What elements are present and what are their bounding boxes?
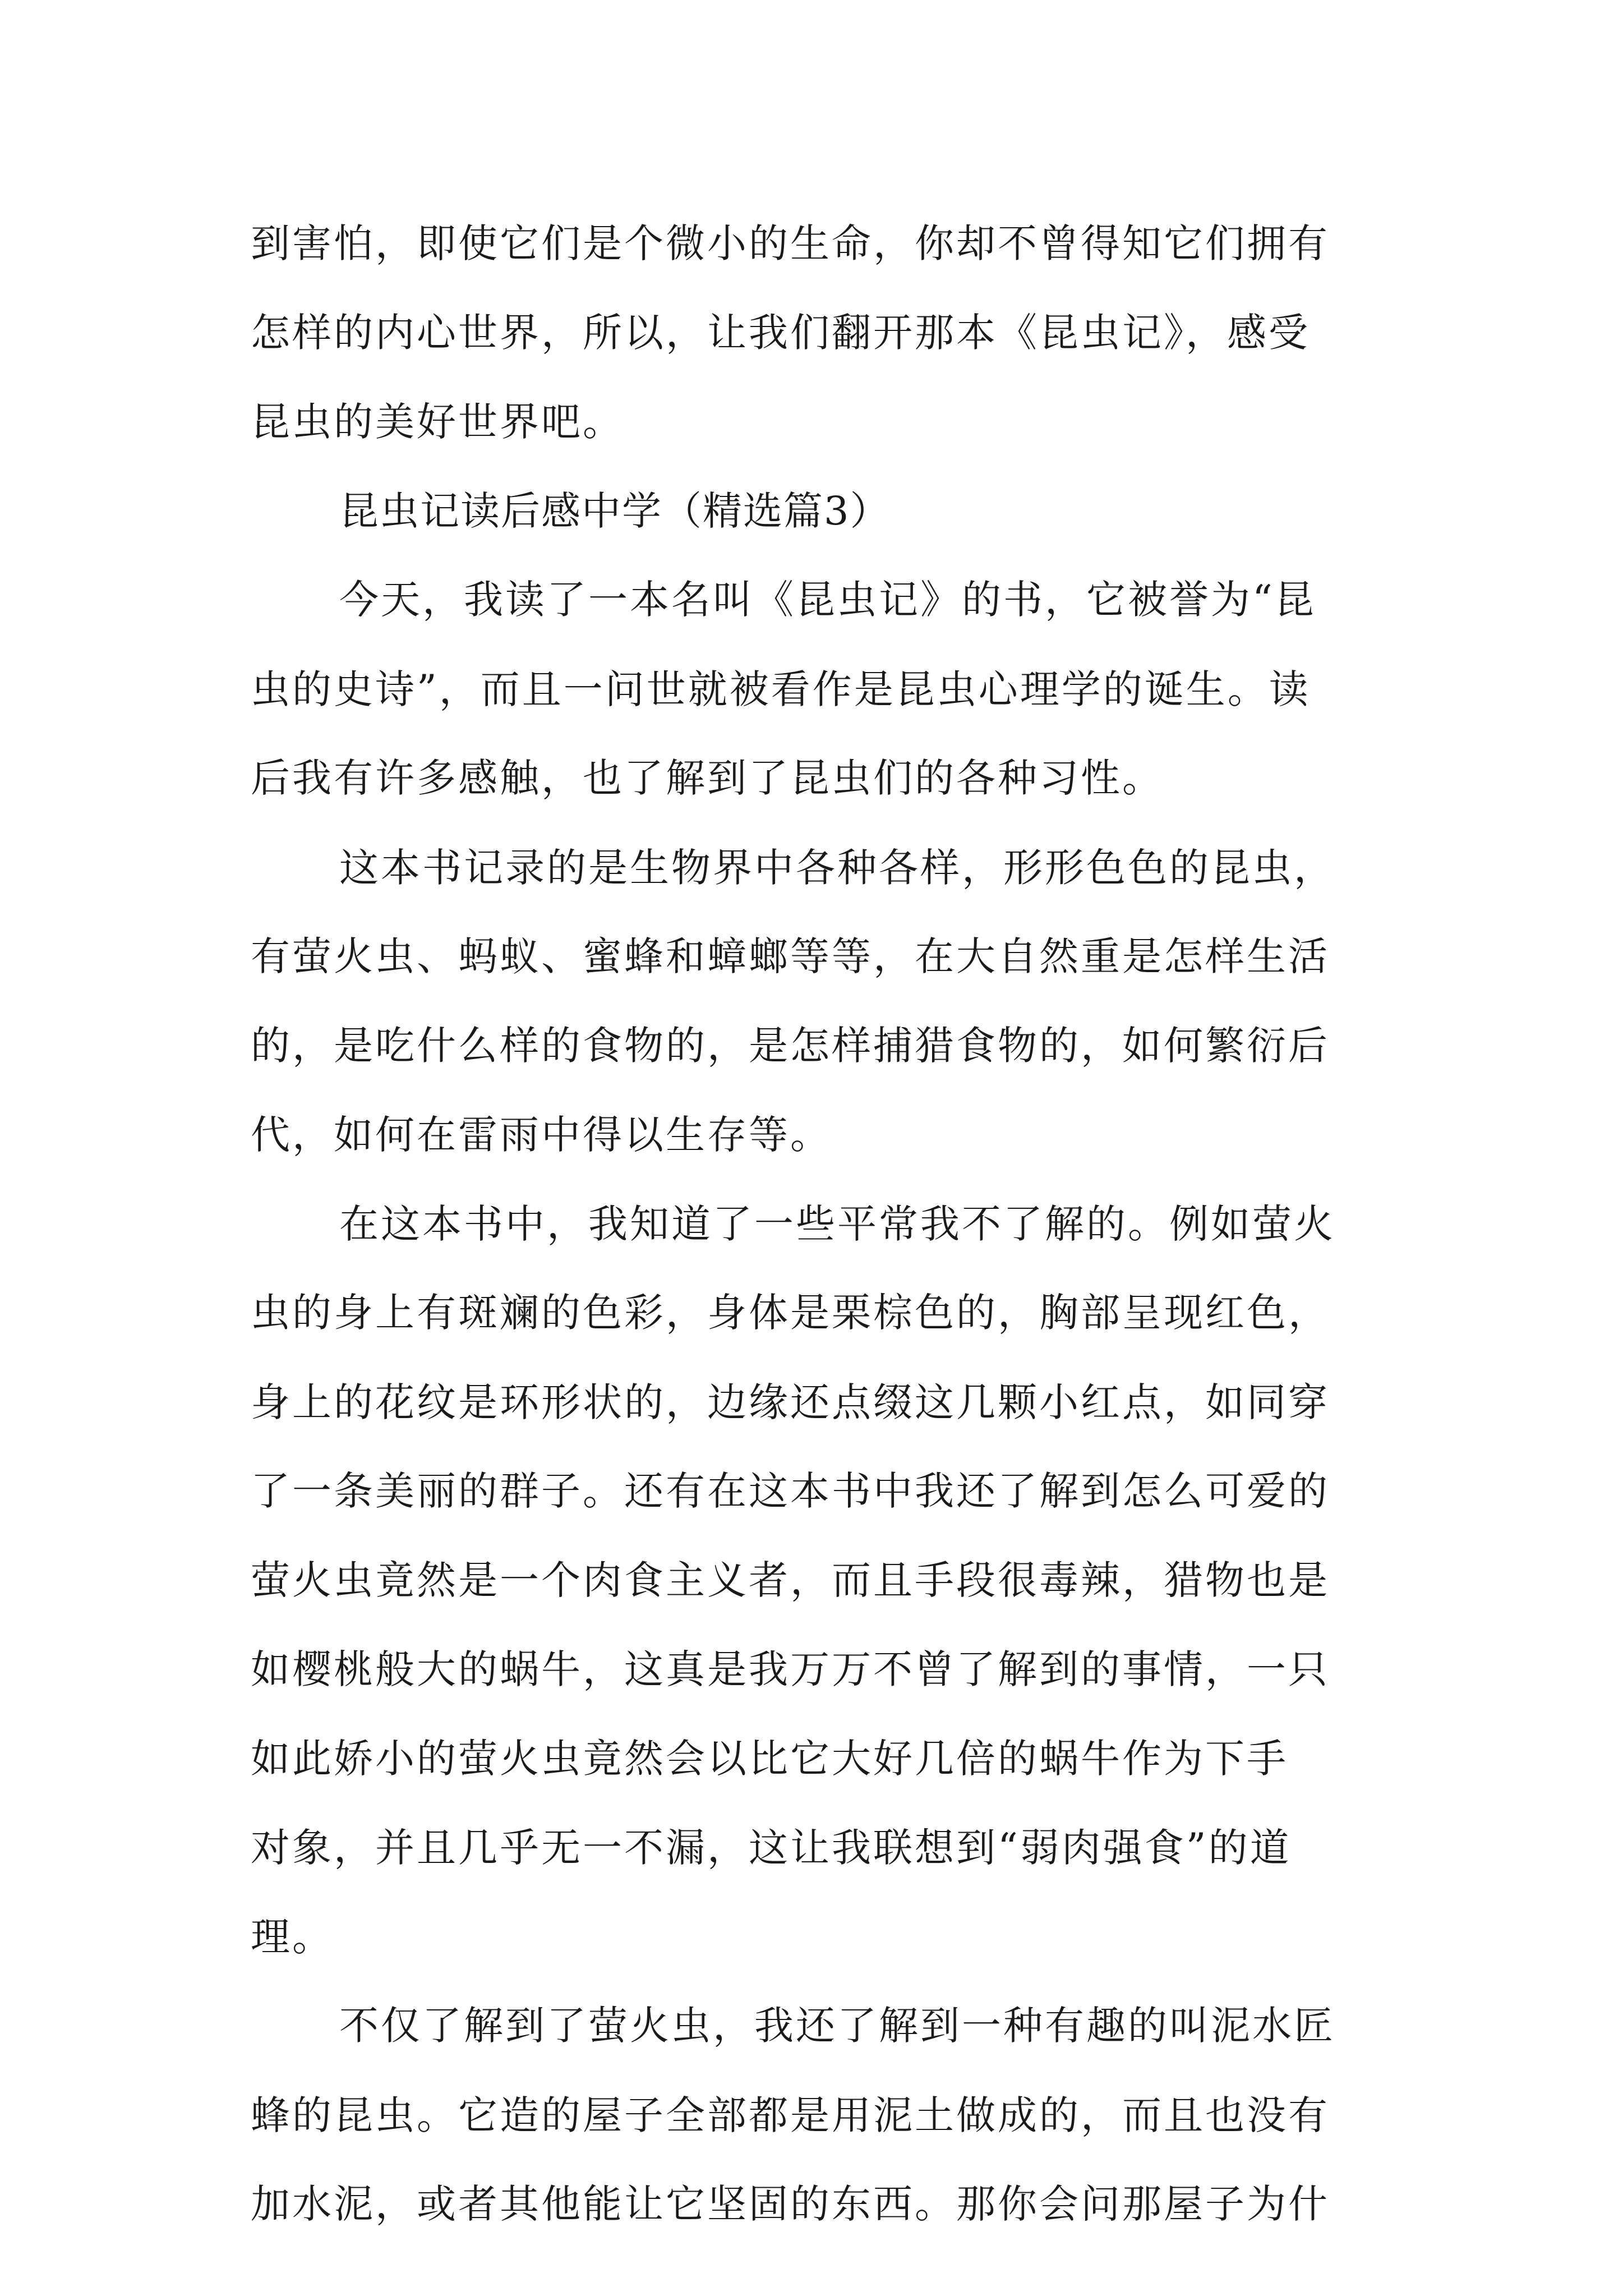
text-line: 对象，并且几乎无一不漏，这让我联想到“弱肉强食”的道 [251,1824,1292,1871]
text-line: 理。 [251,1913,334,1960]
text-line: 蜂的昆虫。它造的屋子全部都是用泥土做成的，而且也没有 [251,2092,1330,2138]
text-line: 如此娇小的萤火虫竟然会以比它大好几倍的蜗牛作为下手 [251,1736,1288,1782]
text-line: 身上的花纹是环形状的，边缘还点缀这几颗小红点，如同穿 [251,1379,1330,1425]
text-line: 加水泥，或者其他能让它坚固的东西。那你会问那屋子为什 [251,2181,1330,2227]
text-line: 虫的身上有斑斓的色彩，身体是栗棕色的，胸部呈现红色， [251,1290,1330,1336]
text-line: 有萤火虫、蚂蚁、蜜蜂和蟑螂等等，在大自然重是怎样生活 [251,933,1330,979]
text-line: 如樱桃般大的蜗牛，这真是我万万不曾了解到的事情，一只 [251,1646,1330,1692]
text-line: 在这本书中，我知道了一些平常我不了解的。例如萤火 [339,1200,1335,1247]
text-line: 昆虫的美好世界吧。 [251,398,624,445]
text-line: 这本书记录的是生物界中各种各样，形形色色的昆虫， [339,844,1335,891]
section-heading: 昆虫记读后感中学（精选篇3） [339,488,891,535]
text-line: 代，如何在雷雨中得以生存等。 [251,1111,832,1158]
text-line: 的，是吃什么样的食物的，是怎样捕猎食物的，如何繁衍后 [251,1023,1330,1069]
text-line: 今天，我读了一本名叫《昆虫记》的书，它被誉为“昆 [339,577,1316,623]
text-line: 怎样的内心世界，所以，让我们翻开那本《昆虫记》，感受 [251,310,1310,356]
text-line: 不仅了解到了萤火虫，我还了解到一种有趣的叫泥水匠 [339,2003,1335,2049]
text-line: 到害怕，即使它们是个微小的生命，你却不曾得知它们拥有 [251,220,1330,266]
text-line: 后我有许多感触，也了解到了昆虫们的各种习性。 [251,755,1164,802]
text-line: 萤火虫竟然是一个肉食主义者，而且手段很毒辣，猎物也是 [251,1557,1330,1604]
text-line: 虫的史诗”，而且一问世就被看作是昆虫心理学的诞生。读 [251,666,1311,712]
text-line: 了一条美丽的群子。还有在这本书中我还了解到怎么可爱的 [251,1468,1330,1515]
